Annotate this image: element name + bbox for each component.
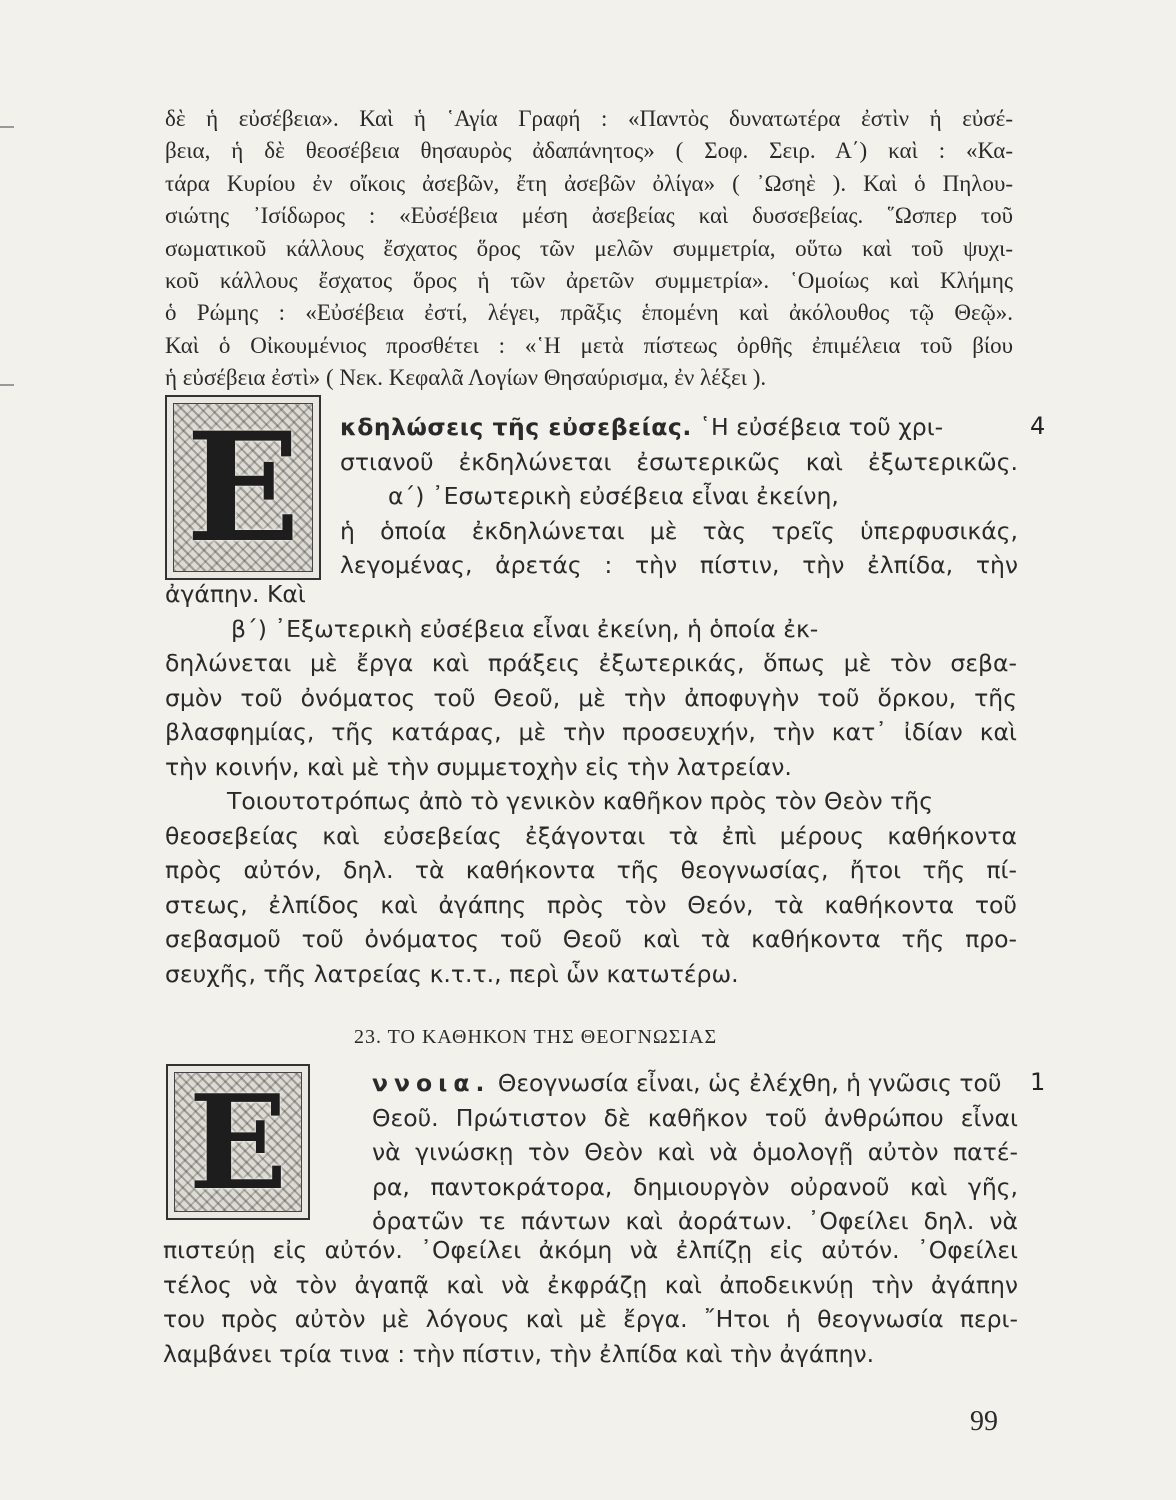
dropcap-letter: E <box>188 1065 288 1219</box>
section-2-lead: ννοια. <box>372 1069 491 1097</box>
text-line: στιανοῦ ἐκδηλώνεται ἐσωτερικῶς καὶ ἐξωτερικῶς. <box>340 447 1018 476</box>
text-line: σιώτης ᾿Ισίδωρος : «Εὐσέβεια μέση ἀσεβείας καὶ δυσσεβείας. ῞Ωσπερ τοῦ <box>165 203 1013 229</box>
dropcap-letter: E <box>185 399 301 576</box>
text-line: ὁ Ρώμης : «Εὐσέβεια ἐστί, λέγει, πρᾶξις ἑπομένη καὶ ἀκόλουθος τῷ Θεῷ». <box>165 300 1013 326</box>
text-line: βλασφημίας, τῆς κατάρας, μὲ τὴν προσευχήν, τὴν κατ᾿ ἰδίαν καὶ <box>165 718 1017 746</box>
text-line: ννοια. Θεογνωσία εἶναι, ὡς ἐλέχθη, ἡ γνῶσις τοῦ <box>372 1069 1002 1097</box>
text-line: τέλος νὰ τὸν ἀγαπᾷ καὶ νὰ ἐκφράζῃ καὶ ἀποδεικνύῃ τὴν ἀγάπην <box>163 1270 1018 1299</box>
ornamental-dropcap <box>166 1064 310 1220</box>
text-line: ὁρατῶν τε πάντων καὶ ἀοράτων. ᾿Οφείλει δηλ. νὰ <box>372 1207 1018 1235</box>
text-line: τὴν κοινήν, καὶ μὲ τὴν συμμετοχὴν εἰς τὴν λατρείαν. <box>165 752 792 781</box>
section-2-text <box>372 1066 1018 1239</box>
text-line: β΄) ᾿Εξωτερικὴ εὐσέβεια εἶναι ἐκείνη, ἡ ὁποία ἐκ- <box>231 614 819 643</box>
text-line: τάρα Κυρίου ἐν οἴκοις ἀσεβῶν, ἔτη ἀσεβῶν ὀλίγα» ( ᾿Ωσηὲ ). Καὶ ὁ Πηλου- <box>165 170 1013 196</box>
text-line: σευχῆς, τῆς λατρείας κ.τ.τ., περὶ ὧν κατωτέρω. <box>165 959 739 988</box>
margin-number: 4 <box>1030 412 1046 440</box>
text-line: θεοσεβείας καὶ εὐσεβείας ἐξάγονται τὰ ἐπὶ μέρους καθήκοντα <box>165 821 1017 850</box>
text-line: σεβασμοῦ τοῦ ὀνόματος τοῦ Θεοῦ καὶ τὰ καθήκοντα τῆς προ- <box>165 925 1017 953</box>
text-line: ἡ ὁποία ἐκδηλώνεται μὲ τὰς τρεῖς ὑπερφυσικάς, <box>340 516 1018 545</box>
page-number: 99 <box>970 1406 998 1437</box>
margin-number: 1 <box>1030 1068 1046 1096</box>
text-line: πιστεύῃ εἰς αὐτόν. ᾿Οφείλει ἀκόμη νὰ ἐλπίζῃ εἰς αὐτόν. ᾿Οφείλει <box>163 1236 1018 1264</box>
text-line: νὰ γινώσκῃ τὸν Θεὸν καὶ νὰ ὁμολογῇ αὐτὸν πατέ- <box>372 1138 1018 1166</box>
section-2-continued <box>163 1233 1018 1371</box>
text-line: κοῦ κάλλους ἔσχατος ὅρος ἡ τῶν ἀρετῶν συμμετρία». ῾Ομοίως καὶ Κλήμης <box>165 268 1013 294</box>
text-line: ἀγάπην. Καὶ <box>165 580 306 608</box>
margin-mark <box>0 126 14 128</box>
text-line: βεια, ἡ δὲ θεοσέβεια θησαυρὸς ἀδαπάνητος» ( Σοφ. Σειρ. Α΄) καὶ : «Κα- <box>165 138 1013 164</box>
text-line: ρα, παντοκράτορα, δημιουργὸν οὐρανοῦ καὶ γῆς, <box>372 1172 1018 1201</box>
ornamental-dropcap <box>165 395 321 580</box>
text-line: σωματικοῦ κάλλους ἔσχατος ὅρος τῶν μελῶν συμμετρία, οὕτω καὶ τοῦ ψυχι- <box>165 235 1013 261</box>
section-heading: 23. ΤΟ ΚΑΘΗΚΟΝ ΤΗΣ ΘΕΟΓΝΩΣΙΑΣ <box>354 1026 718 1048</box>
quote-paragraph <box>165 103 1013 395</box>
text-line: του πρὸς αὐτὸν μὲ λόγους καὶ μὲ ἔργα. ῎Ητοι ἡ θεογνωσία περι- <box>163 1305 1018 1333</box>
text-line: πρὸς αὐτόν, δηλ. τὰ καθήκοντα τῆς θεογνωσίας, ἤτοι τῆς πί- <box>165 856 1017 884</box>
text-line: δηλώνεται μὲ ἔργα καὶ πράξεις ἐξωτερικάς, ὅπως μὲ τὸν σεβα- <box>165 649 1017 677</box>
text-line: δὲ ἡ εὐσέβεια». Καὶ ἡ ῾Αγία Γραφή : «Παντὸς δυνατωτέρα ἐστὶν ἡ εὐσέ- <box>165 106 1013 131</box>
text-line: λαμβάνει τρία τινα : τὴν πίστιν, τὴν ἐλπίδα καὶ τὴν ἀγάπην. <box>163 1339 875 1368</box>
text-line: λεγομένας, ἀρετάς : τὴν πίστιν, τὴν ἐλπίδα, τὴν <box>340 551 1018 579</box>
text-line: σμὸν τοῦ ὀνόματος τοῦ Θεοῦ, μὲ τὴν ἀποφυγὴν τοῦ ὅρκου, τῆς <box>165 683 1017 712</box>
text-line: α΄) ᾿Εσωτερικὴ εὐσέβεια εἶναι ἐκείνη, <box>388 482 839 510</box>
text-line: κδηλώσεις τῆς εὐσεβείας. ῾Η εὐσέβεια τοῦ χρι- <box>340 413 944 441</box>
text-line: Τοιουτοτρόπως ἀπὸ τὸ γενικὸν καθῆκον πρὸς τὸν Θεὸν τῆς <box>227 787 933 815</box>
text-line: ἡ εὐσέβεια ἐστὶ» ( Νεκ. Κεφαλᾶ Λογίων Θησαύρισμα, ἐν λέξει ). <box>165 365 767 391</box>
text-line: Θεοῦ. Πρώτιστον δὲ καθῆκον τοῦ ἀνθρώπου εἶναι <box>372 1103 1018 1132</box>
text-line: Καὶ ὁ Οἰκουμένιος προσθέτει : «῾Η μετὰ πίστεως ὀρθῆς ἐπιμέλεια τοῦ βίου <box>165 332 1013 358</box>
text-line: στεως, ἐλπίδος καὶ ἀγάπης πρὸς τὸν Θεόν, τὰ καθήκοντα τοῦ <box>165 890 1017 919</box>
section-1-continued <box>165 577 1017 991</box>
section-1-lead: κδηλώσεις τῆς εὐσεβείας. <box>340 413 692 441</box>
section-1-text <box>340 410 1018 583</box>
margin-mark <box>0 384 14 386</box>
